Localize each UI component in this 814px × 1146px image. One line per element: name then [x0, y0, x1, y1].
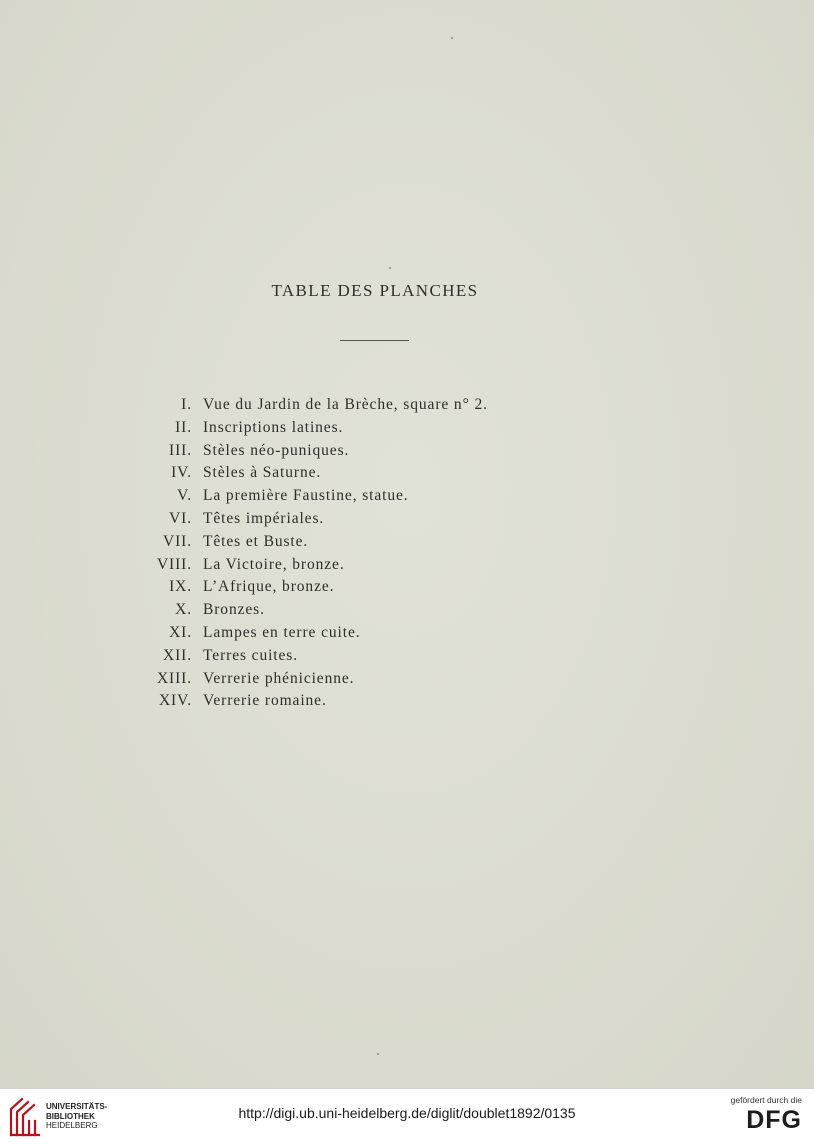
- plate-number: V.: [177, 487, 192, 505]
- plate-number: X.: [175, 601, 192, 619]
- list-item: [100, 690, 327, 713]
- plate-title: La Victoire, bronze.: [203, 555, 345, 573]
- paper-speck: [377, 1053, 379, 1055]
- plate-title: Têtes impériales.: [203, 509, 325, 527]
- plate-title: Stèles à Saturne.: [203, 464, 322, 482]
- list-item: [100, 531, 309, 554]
- paper-speck: [451, 37, 453, 39]
- funder-block[interactable]: [712, 1095, 802, 1135]
- list-item: [100, 508, 325, 531]
- plate-title: L’Afrique, bronze.: [203, 578, 335, 596]
- plate-number: VI.: [169, 509, 192, 527]
- dfg-logo-icon: DFG: [746, 1106, 802, 1134]
- list-item: [100, 394, 488, 417]
- list-item: [100, 645, 299, 668]
- library-name-line: BIBLIOTHEK: [46, 1111, 95, 1121]
- page-title: TABLE DES PLANCHES: [271, 281, 479, 300]
- library-name-line: UNIVERSITÄTS-: [46, 1102, 108, 1111]
- plate-number: XIV.: [158, 692, 192, 710]
- list-item: [100, 668, 355, 691]
- plate-number: VIII.: [156, 555, 192, 573]
- list-item: [100, 462, 322, 485]
- plate-number: II.: [175, 418, 192, 436]
- plate-title: Inscriptions latines.: [203, 418, 344, 436]
- list-item: [100, 440, 350, 463]
- plate-title: Verrerie phénicienne.: [203, 669, 355, 687]
- plate-number: IX.: [169, 578, 192, 596]
- list-item: [100, 622, 361, 645]
- viewer-footer: [0, 1088, 814, 1146]
- list-item: [100, 554, 345, 577]
- plate-title: Stèles néo-puniques.: [203, 441, 350, 459]
- library-name-line: HEIDELBERG: [46, 1121, 98, 1130]
- paper-speck: [389, 267, 391, 269]
- plates-list: [100, 394, 488, 713]
- plate-title: La première Faustine, statue.: [203, 487, 409, 505]
- list-item: [100, 599, 265, 622]
- plate-number: I.: [181, 396, 192, 413]
- plate-title: Verrerie romaine.: [203, 692, 327, 710]
- plate-title: Vue du Jardin de la Brèche, square n° 2.: [203, 396, 488, 413]
- list-item: [100, 576, 335, 599]
- list-item: [100, 417, 344, 440]
- plate-number: XI.: [169, 623, 192, 641]
- plate-number: VII.: [163, 532, 192, 550]
- plate-number: XIII.: [156, 669, 192, 687]
- plate-number: IV.: [171, 464, 192, 482]
- plate-title: Bronzes.: [203, 601, 265, 619]
- permalink-url[interactable]: http://digi.ub.uni-heidelberg.de/diglit/doublet1892/0135: [238, 1105, 576, 1121]
- plate-title: Lampes en terre cuite.: [203, 623, 361, 641]
- plate-number: III.: [169, 441, 192, 459]
- plate-number: XII.: [163, 646, 192, 664]
- list-item: [100, 485, 409, 508]
- plate-title: Têtes et Buste.: [203, 532, 309, 550]
- title-divider: [340, 340, 409, 341]
- funder-caption: gefördert durch die: [730, 1095, 802, 1105]
- plate-title: Terres cuites.: [203, 646, 299, 664]
